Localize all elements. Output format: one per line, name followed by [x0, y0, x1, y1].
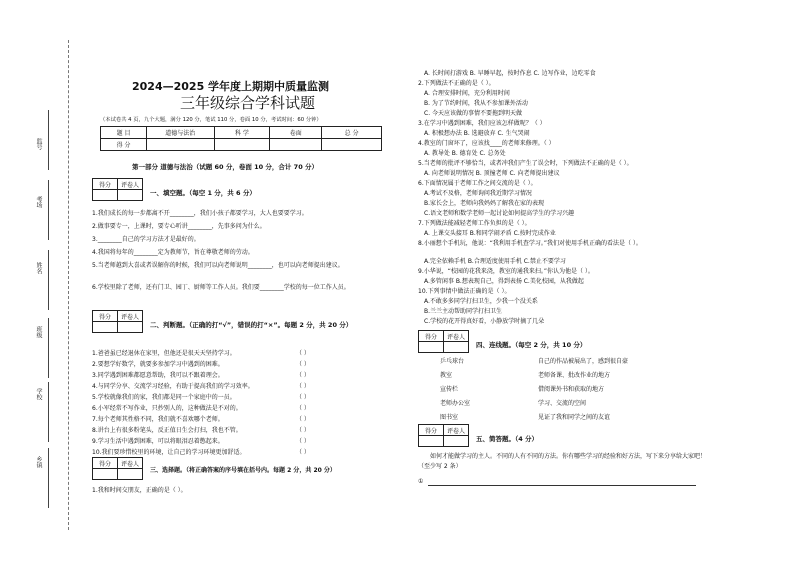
- q3-item-21: A.多管闲事 B.想表现自己，得到表扬 C.美化校园，从我做起: [424, 278, 584, 285]
- grader-cell[interactable]: [118, 190, 143, 201]
- q3-item-19: A.完全依赖手机 B.合理适度使用手机 C.禁止不要学习: [424, 258, 566, 265]
- q2-paren-9[interactable]: （ ）: [296, 438, 310, 445]
- grader-score-cell[interactable]: [419, 342, 444, 353]
- q2-item-7: 7.每个老师其性格不同，我们就不喜欢哪个老师。: [92, 416, 224, 423]
- grader-score-label: 得分: [419, 425, 444, 436]
- q3-item-10: 5.当老师的批评不够恰当，或者冲我们产生了误会时，下列做法不正确的是（ ）。: [418, 160, 633, 167]
- grader-label: 评卷人: [118, 458, 143, 469]
- label-town: 乡镇: [35, 456, 42, 468]
- grader-cell[interactable]: [118, 469, 143, 480]
- q2-paren-2[interactable]: （ ）: [296, 361, 310, 368]
- q3-item-14: B.家长会上，老师向我妈妈了解我在家的表现: [424, 200, 545, 207]
- q4-right-4[interactable]: 学习、交流的空间: [538, 400, 587, 407]
- q2-item-9: 9.学习生活中遇到困难，可以将眼泪忍着憋起来。: [92, 438, 224, 445]
- q4-left-4[interactable]: 老师办公室: [440, 400, 471, 407]
- q1-item-1: 1.我们成长的每一步都离不开________，我们小孩子都要学习，大人也要要学习。: [92, 210, 308, 217]
- grader-score-label: 得分: [93, 179, 118, 190]
- q2-paren-10[interactable]: （ ）: [296, 449, 310, 456]
- field-exam-number[interactable]: [48, 110, 49, 170]
- field-name[interactable]: [48, 250, 49, 310]
- grader-cell[interactable]: [444, 342, 469, 353]
- score-cell-science[interactable]: [214, 139, 270, 151]
- q2-paren-5[interactable]: （ ）: [296, 394, 310, 401]
- q3-item-2: 2.下列做法不正确的是（ ）。: [418, 80, 495, 87]
- score-row-label: 得 分: [101, 139, 147, 151]
- grader-score-label: 得分: [93, 311, 118, 322]
- q2-title: 二、判断题。（正确的打“√”，错误的打“×”。每题 2 分，共 20 分）: [150, 321, 353, 329]
- score-head-0: 题 目: [101, 127, 147, 139]
- q3-title: 三、选择题。（将正确答案的序号填在括号内。每题 2 分，共 20 分）: [150, 467, 336, 474]
- label-name: 姓名: [35, 262, 42, 274]
- cut-line: [68, 40, 69, 530]
- q3-item-11: A. 向老师说明情况 B. 顶撞老师 C. 向老师提出建议: [424, 170, 560, 177]
- grader-score-cell[interactable]: [93, 322, 118, 333]
- q1-title: 一、填空题。（每空 1 分，共 6 分）: [150, 189, 256, 197]
- q3-item-20: 9.小华说，“校园的花我来浇，教室的通我来扫。”你认为他是（ ）。: [418, 268, 594, 275]
- grader-box-5: [418, 424, 469, 447]
- label-exam-room: 考场: [35, 196, 42, 208]
- q2-item-2: 2.要想学好数学，就要多参加学习中遇到的困难。: [92, 361, 224, 368]
- q4-title: 四、连线题。（每空 2 分，共 10 分）: [476, 341, 587, 349]
- q4-left-3[interactable]: 宣传栏: [440, 386, 459, 393]
- q4-left-2[interactable]: 教室: [440, 372, 453, 379]
- q3-item-8: 4.教室的门窗坏了，应该找____的老师来修理。（ ）: [418, 140, 555, 147]
- field-school[interactable]: [48, 382, 49, 442]
- q3-item-23: A.不敢多多同学打扫卫生，少我一个没关系: [424, 298, 538, 305]
- q3-item-0: 1.我和时间交朋友，正确的是（ ）。: [92, 487, 187, 494]
- grader-score-label: 得分: [93, 458, 118, 469]
- q2-item-8: 8.讲台上有很多粉笔头，反正值日生会打扫，我也不管。: [92, 427, 242, 434]
- part1-heading: 第一部分 道德与法治（试题 60 分，卷面 10 分，合计 70 分）: [132, 163, 318, 171]
- label-class: 班级: [35, 326, 42, 338]
- q1-item-4: 4.我国将每年的________定为教师节，旨在尊敬老师的劳动。: [92, 249, 254, 256]
- score-head-3: 卷面: [270, 127, 322, 139]
- score-head-1: 道德与法治: [147, 127, 215, 139]
- binding-margin: [4, 0, 80, 562]
- q3-item-25: C.学校的花开得真好看，小静放学时摘了几朵: [424, 318, 545, 325]
- exam-subtitle: 三年级综合学科试题: [180, 94, 316, 112]
- q3-item-17: A. 上课交头接耳 B.和同学闹矛盾 C.按时完成作业: [424, 230, 556, 237]
- exam-note: （本试卷共 4 页，九个大题，满分 120 分，笔试 110 分，卷面 10 分，考试时间：60 分钟）: [100, 117, 322, 123]
- label-school: 学校: [35, 388, 42, 400]
- q3-item-13: A.考试不及格，老师询问我近期学习情况: [424, 190, 532, 197]
- q2-item-1: 1.爸爸虽已经退休在家里，但他还是很天天坚持学习。: [92, 350, 236, 357]
- q1-item-5: 5.当老师越到大喜或者误解你的时候，我们可以向老师说明________，也可以向老师提出建议。: [92, 262, 344, 269]
- score-cell-total[interactable]: [322, 139, 382, 151]
- q2-paren-8[interactable]: （ ）: [296, 427, 310, 434]
- q2-item-6: 6.小军经常不写作业，只抄别人的，这种做法是不对的。: [92, 405, 242, 412]
- q2-paren-3[interactable]: （ ）: [296, 372, 310, 379]
- q3-item-12: 6.下面情况属于老师工作之间交流的是（ ）。: [418, 180, 537, 187]
- q4-right-5[interactable]: 见证了我和同学之间的友谊: [538, 414, 611, 421]
- q1-item-3: 3.________自己的学习方法才是最好的。: [92, 236, 200, 243]
- q3-item-15: C.语文老师和数学老师一起讨论如何提高学生的学习兴趣: [424, 210, 575, 217]
- q3-item-4: B. 为了节约时间，我从不参加课外活动: [424, 100, 528, 107]
- grader-box-3: [92, 457, 143, 480]
- q4-right-1[interactable]: 自己的作品被展出了，感到很自豪: [538, 358, 629, 365]
- grader-score-cell[interactable]: [93, 190, 118, 201]
- q1-item-2: 2.做事要专一，上课时，要专心听讲________，先事多问为什么。: [92, 223, 266, 230]
- q3-item-18: 8.小丽想个手机玩，他说：“我利用手机查学习。”我们对使用手机正确的看法是（ ）。: [418, 240, 642, 247]
- score-cell-neatness[interactable]: [270, 139, 322, 151]
- grader-box-1: [92, 178, 143, 201]
- q2-item-4: 4.与同学分享、交流学习经验，有助于提高我们的学习效率。: [92, 383, 254, 390]
- q2-paren-4[interactable]: （ ）: [296, 383, 310, 390]
- q2-paren-7[interactable]: （ ）: [296, 416, 310, 423]
- q2-item-3: 3.同学遇到困难都愿意帮助，我可以不跟着理会。: [92, 372, 224, 379]
- q5-title: 五、简答题。（4 分）: [476, 435, 539, 443]
- grader-label: 评卷人: [444, 331, 469, 342]
- q3-item-7: A. 积极想办法 B. 选避放弃 C. 生气哭闹: [424, 130, 530, 137]
- grader-box-4: [418, 330, 469, 353]
- q3-item-9: A. 教导处 B. 德育处 C. 总务处: [424, 150, 506, 157]
- q3-item-3: A. 合理安排时间，充分利用时间: [424, 90, 510, 97]
- q3-item-22: 10.下列事情中做法正确的是（ ）。: [418, 288, 511, 295]
- q3-item-16: 7.下列做法能减轻老师工作负担的是（ ）。: [418, 220, 531, 227]
- q2-paren-6[interactable]: （ ）: [296, 405, 310, 412]
- q5-answer-marker: ①: [418, 478, 424, 485]
- grader-score-cell[interactable]: [419, 436, 444, 447]
- q4-right-3[interactable]: 借阅课外书和获取的地方: [538, 386, 605, 393]
- grader-score-label: 得分: [419, 331, 444, 342]
- q2-item-10: 10.我们要珍惜校里的环境，让自己的学习环境更加舒适。: [92, 449, 246, 456]
- grader-score-cell[interactable]: [93, 469, 118, 480]
- exam-title: 2024—2025 学年度上期期中质量监测: [132, 80, 330, 93]
- field-class[interactable]: [48, 318, 49, 378]
- grader-label: 评卷人: [444, 425, 469, 436]
- q4-left-5[interactable]: 图书室: [440, 414, 459, 421]
- q5-answer-line[interactable]: [428, 485, 696, 486]
- score-cell-moral[interactable]: [147, 139, 215, 151]
- q3-item-5: C. 今天应该做的事情不要拖到明天做: [424, 110, 523, 117]
- score-head-2: 科 学: [214, 127, 270, 139]
- q2-item-5: 5.学校就像我们的家，我们都是同一个家庭中的一员。: [92, 394, 236, 401]
- q3-item-1: A. 长时间打游戏 B. 早睡早起，按时作息 C. 边写作业，边吃零食: [424, 70, 596, 77]
- grader-label: 评卷人: [118, 311, 143, 322]
- q3-item-6: 3.在学习中遇到困难，我们应该怎样做呢？（ ）: [418, 120, 546, 127]
- q4-right-2[interactable]: 老师备课、批改作业的地方: [538, 372, 611, 379]
- field-town[interactable]: [48, 448, 49, 508]
- grader-cell[interactable]: [444, 436, 469, 447]
- q5-prompt: 如何才能做学习的主人。不同的人有不同的方法。你有哪些学习的经验和好方法，写下来分享给大家吧！（至少写 2 条）: [418, 453, 707, 470]
- q2-paren-1[interactable]: （ ）: [296, 350, 310, 357]
- q4-left-1[interactable]: 乒乓球台: [440, 358, 465, 365]
- grader-box-2: [92, 310, 143, 333]
- q1-item-6: 6.学校里除了老师，还有门卫、园丁、厨师等工作人员。我们要________学校的每一位工作人员。: [92, 284, 350, 291]
- q3-item-24: B.兰兰主动帮助同学打扫卫生: [424, 308, 503, 315]
- grader-cell[interactable]: [118, 322, 143, 333]
- field-exam-room[interactable]: [48, 180, 49, 240]
- grader-label: 评卷人: [118, 179, 143, 190]
- score-table: [100, 126, 382, 151]
- score-head-4: 总 分: [322, 127, 382, 139]
- label-exam-number: 监号: [35, 138, 42, 150]
